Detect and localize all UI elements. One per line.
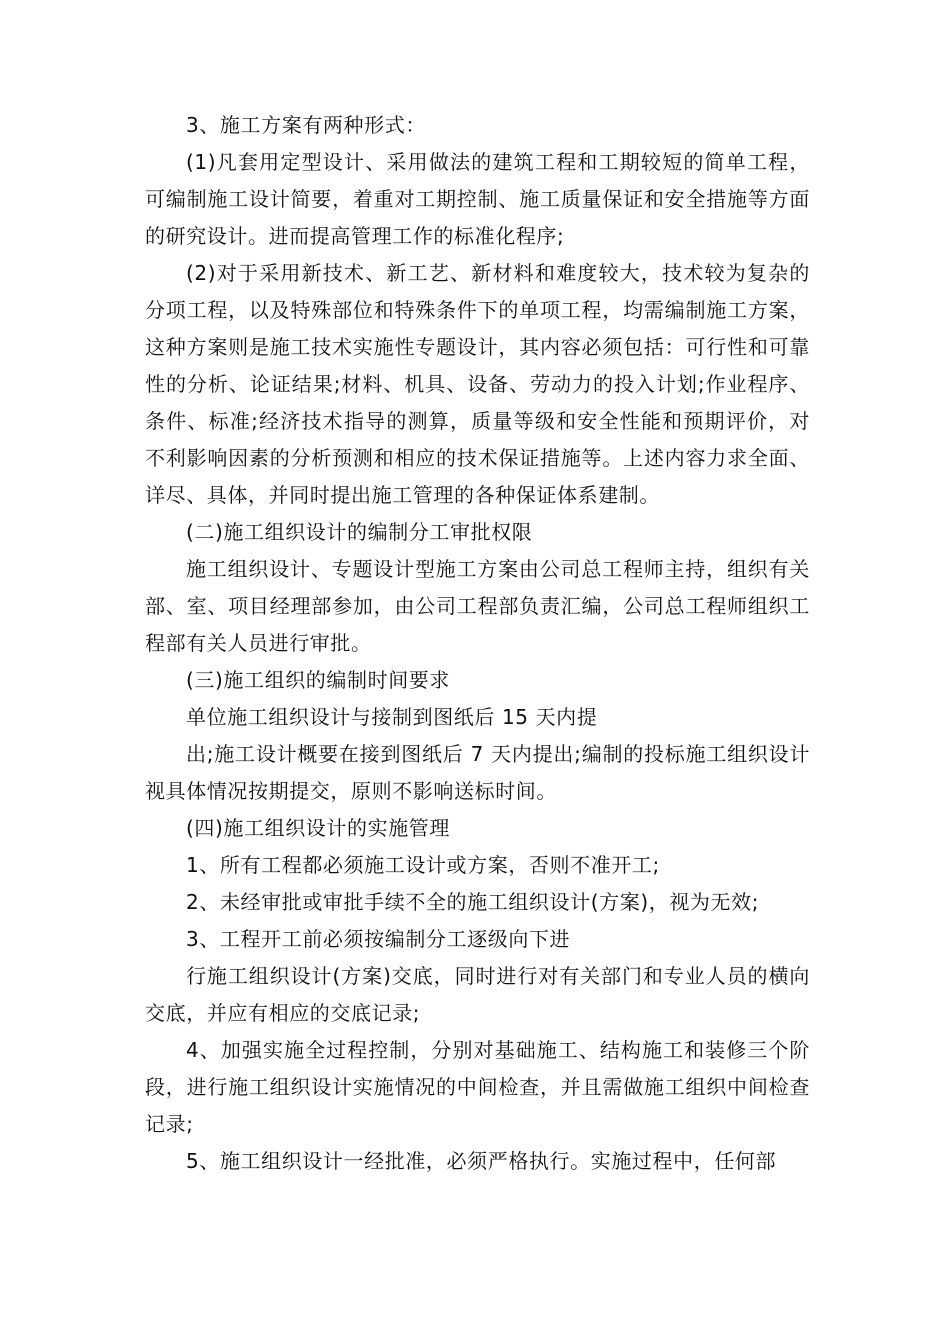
list-item-5: 5、施工组织设计一经批准，必须严格执行。实施过程中，任何部	[186, 1149, 777, 1173]
paragraph-time-requirements-line-2: 出;施工设计概要在接到图纸后 7 天内提出;编制的投标施工组织设计视具体情况按期提交，原则不影响送标时间。	[145, 742, 810, 803]
paragraph-plan-form-2: (2)对于采用新技术、新工艺、新材料和难度较大，技术较为复杂的分项工程，以及特殊部位和特殊条件下的单项工程，均需编制施工方案，这种方案则是施工技术实施性专题设计，其内容必须包括：可行性和可靠性的分析、论证结果;材料、机具、设备、劳动力的投入计划;作业程序、条件、标准;经济技术指导的测算，质量等级和安全性能和预期评价，对不利影响因素的分析预测和相应的技术保证措施等。上述内容力求全面、详尽、具体，并同时提出施工管理的各种保证体系建制。	[145, 261, 810, 507]
paragraph-approval-authority: 施工组织设计、专题设计型施工方案由公司总工程师主持，组织有关部、室、项目经理部参加，由公司工程部负责汇编，公司总工程师组织工程部有关人员进行审批。	[145, 557, 810, 655]
document-body	[145, 107, 810, 1180]
paragraph-time-requirements-line-1: 单位施工组织设计与接制到图纸后 15 天内提	[186, 705, 598, 729]
list-item-2: 2、未经审批或审批手续不全的施工组织设计(方案)，视为无效;	[186, 890, 760, 914]
paragraph-plan-forms-heading: 3、施工方案有两种形式：	[186, 113, 426, 137]
section-heading-approval-authority: (二)施工组织设计的编制分工审批权限	[186, 520, 533, 544]
list-item-3-line-2: 行施工组织设计(方案)交底，同时进行对有关部门和专业人员的横向交底，并应有相应的交底记录;	[145, 964, 810, 1025]
list-item-1: 1、所有工程都必须施工设计或方案，否则不准开工;	[186, 853, 660, 877]
section-heading-time-requirements: (三)施工组织的编制时间要求	[186, 668, 451, 692]
list-item-4: 4、加强实施全过程控制，分别对基础施工、结构施工和装修三个阶段，进行施工组织设计实施情况的中间检查，并且需做施工组织中间检查记录;	[145, 1038, 810, 1136]
section-heading-implementation: (四)施工组织设计的实施管理	[186, 816, 451, 840]
paragraph-plan-form-1: (1)凡套用定型设计、采用做法的建筑工程和工期较短的简单工程，可编制施工设计简要，着重对工期控制、施工质量保证和安全措施等方面的研究设计。进而提高管理工作的标准化程序;	[145, 150, 810, 248]
list-item-3-line-1: 3、工程开工前必须按编制分工逐级向下进	[186, 927, 571, 951]
